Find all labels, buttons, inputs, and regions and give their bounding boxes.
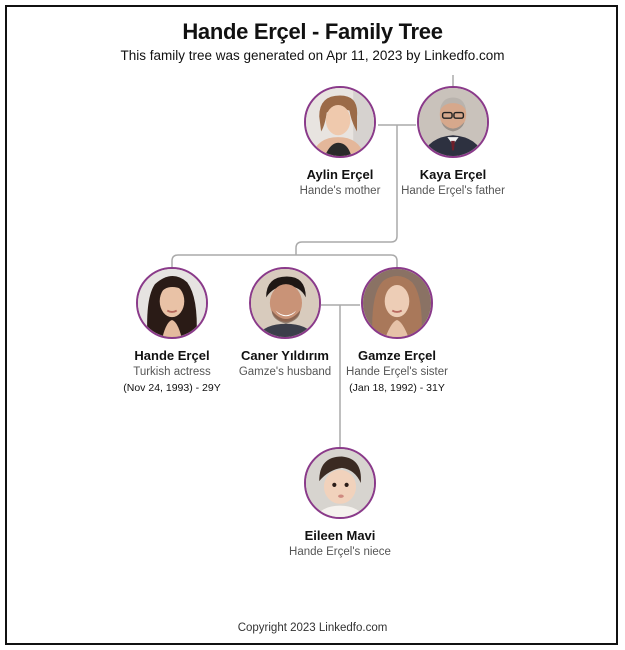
avatar[interactable] (361, 267, 433, 339)
person-name: Kaya Erçel (419, 167, 487, 182)
avatar[interactable] (417, 86, 489, 158)
person-role: Turkish actress (133, 366, 211, 378)
person-dates: (Nov 24, 1993) - 29Y (123, 382, 221, 394)
gamze-photo (363, 269, 431, 337)
page-subtitle: This family tree was generated on Apr 11, 2023 by Linkedfo.com (120, 48, 505, 63)
person-role: Hande Erçel's niece (289, 546, 391, 558)
person-name: Caner Yıldırım (241, 348, 329, 363)
person-dates: (Jan 18, 1992) - 31Y (349, 382, 445, 394)
kaya-photo (419, 88, 487, 156)
person-role: Hande's mother (299, 185, 381, 197)
person-role: Hande Erçel's sister (346, 366, 448, 378)
person-name: Aylin Erçel (306, 167, 374, 182)
avatar[interactable] (304, 447, 376, 519)
person-name: Hande Erçel (134, 348, 210, 363)
copyright-footer: Copyright 2023 Linkedfo.com (237, 622, 388, 634)
person-role: Hande Erçel's father (401, 185, 505, 197)
person-name: Gamze Erçel (357, 348, 437, 363)
person-kaya[interactable] (383, 86, 523, 197)
aylin-photo (306, 88, 374, 156)
eileen-photo (306, 449, 374, 517)
person-eileen[interactable] (270, 447, 410, 558)
avatar[interactable] (304, 86, 376, 158)
person-name: Eileen Mavi (304, 528, 376, 543)
avatar[interactable] (249, 267, 321, 339)
hande-photo (138, 269, 206, 337)
avatar[interactable] (136, 267, 208, 339)
page-title: Hande Erçel - Family Tree (182, 19, 443, 44)
person-role: Gamze's husband (238, 366, 332, 378)
caner-photo (251, 269, 319, 337)
person-gamze[interactable] (327, 267, 467, 394)
